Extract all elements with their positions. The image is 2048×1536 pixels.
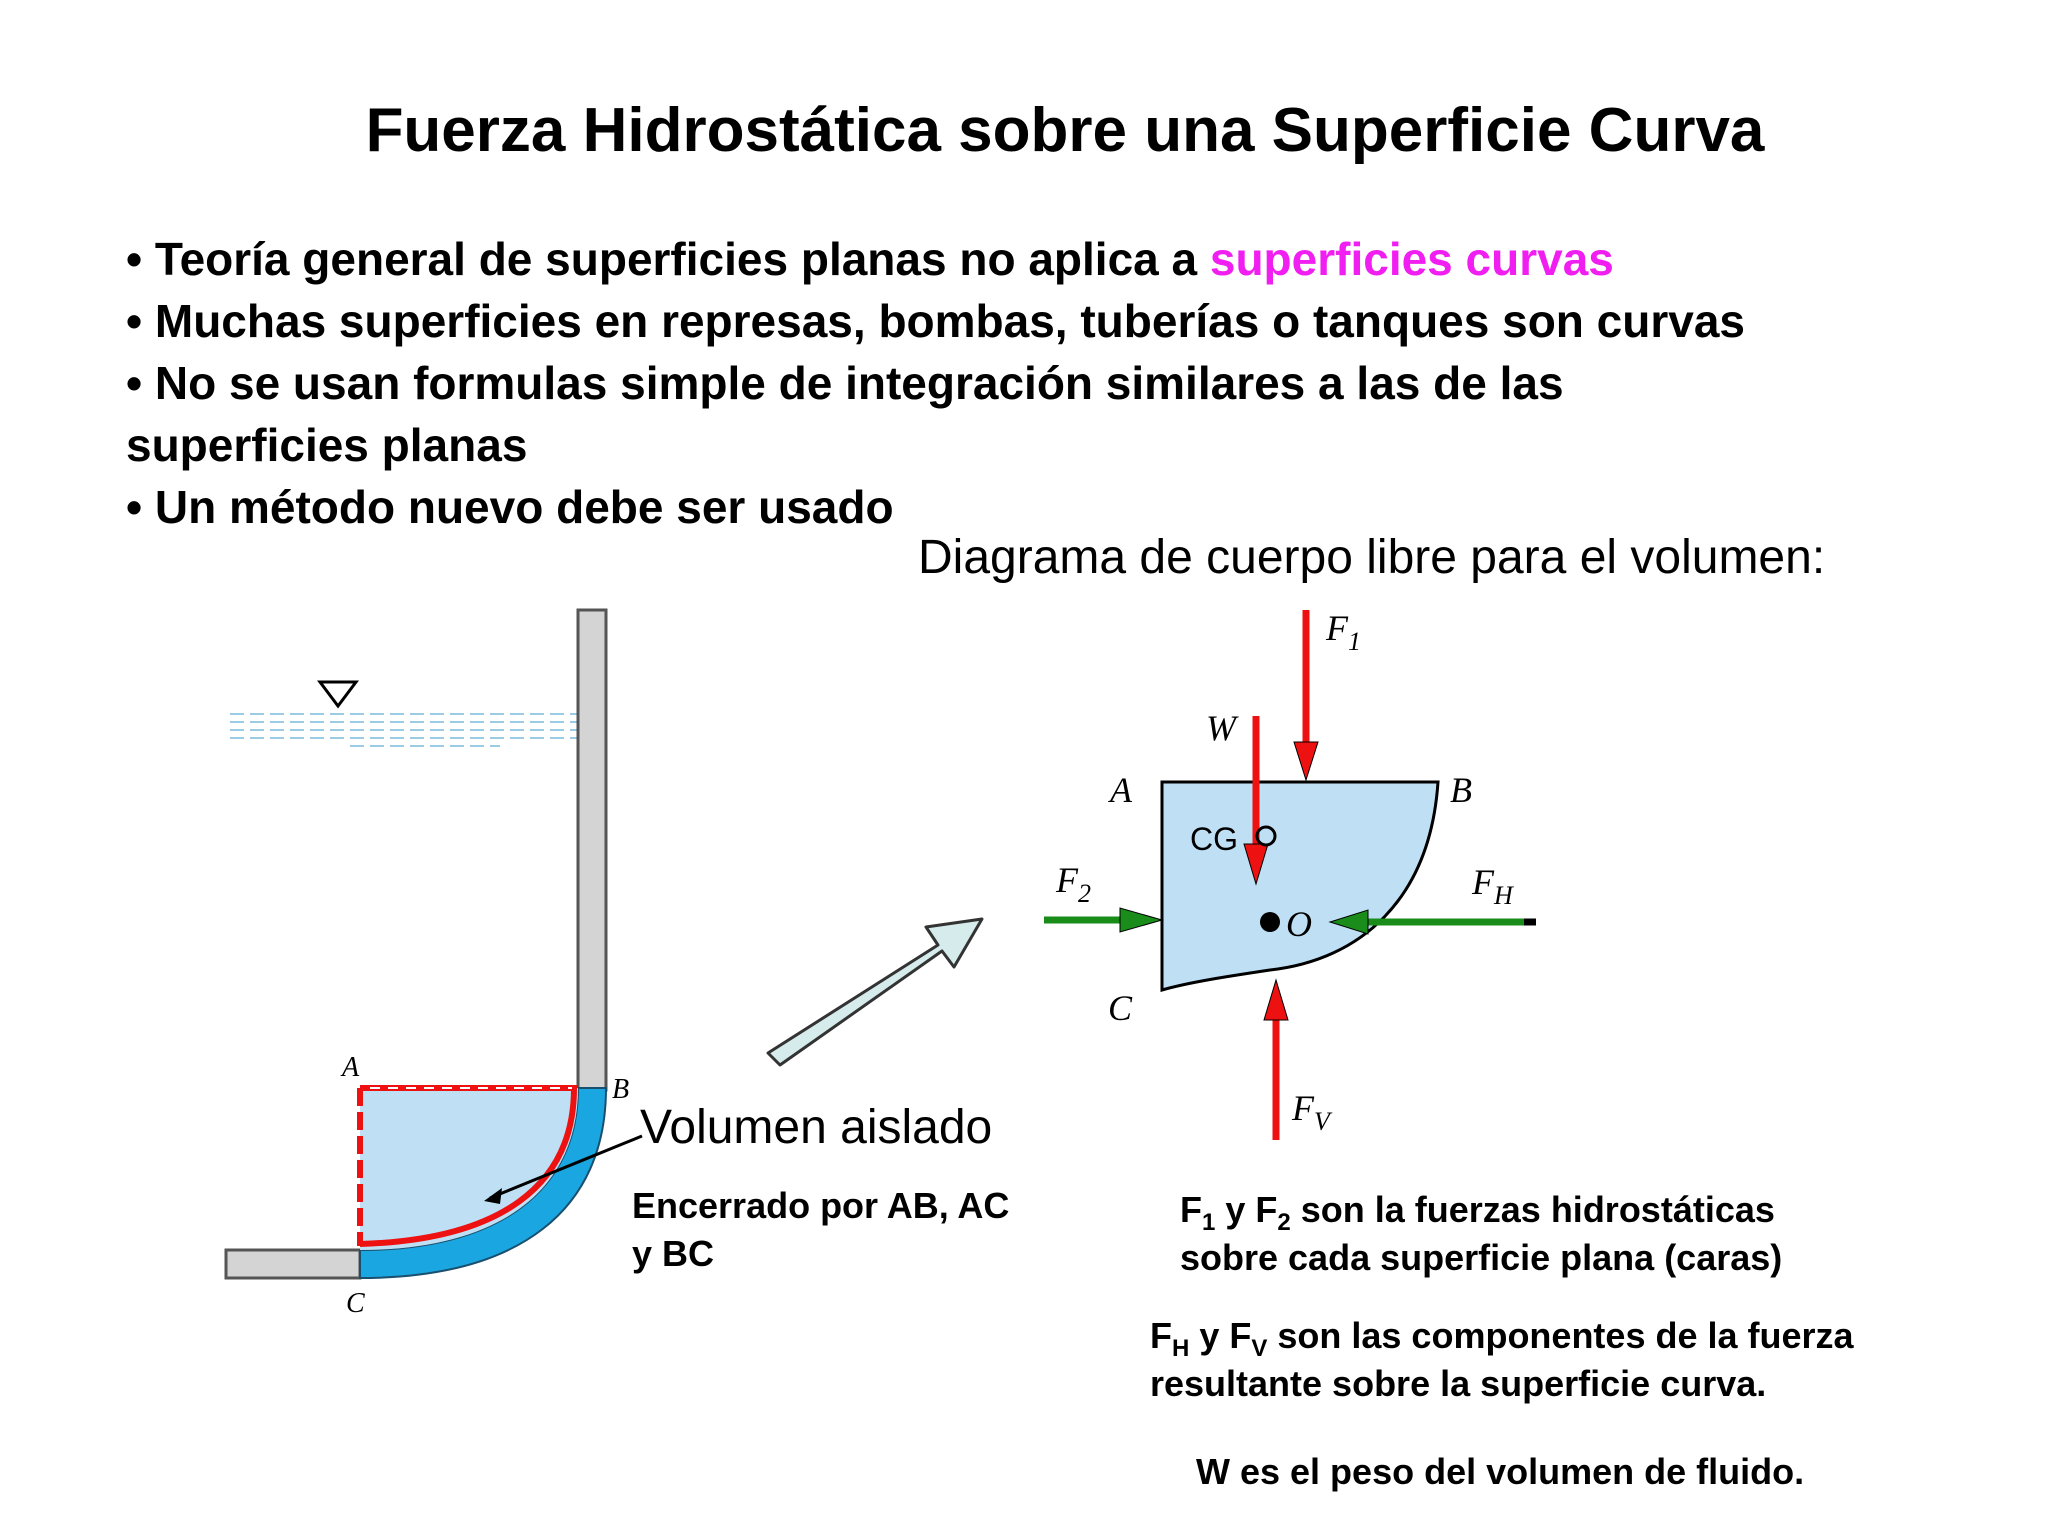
fbd-label-fv: $F_V$ bbox=[1292, 1088, 1330, 1136]
bullet-item: • Muchas superficies en represas, bombas, tuberías o tanques son curvas bbox=[126, 295, 1746, 347]
bullet-text: • Teoría general de superficies planas no aplica a bbox=[126, 233, 1210, 285]
label-c: C bbox=[346, 1288, 365, 1319]
fbd-label-c: C bbox=[1108, 988, 1133, 1028]
note-line: resultante sobre la superficie curva. bbox=[1150, 1363, 1767, 1404]
force-fh-arrow bbox=[1330, 910, 1536, 934]
free-body-diagram bbox=[1030, 600, 1550, 1160]
fbd-title: Diagrama de cuerpo libre para el volumen: bbox=[918, 531, 1826, 584]
bullet-item: • Un método nuevo debe ser usado bbox=[126, 481, 894, 533]
note-fh-fv bbox=[1150, 1312, 2030, 1408]
force-f2-arrow bbox=[1044, 908, 1162, 932]
volume-label: Volumen aislado bbox=[640, 1101, 993, 1154]
force-f1-arrow bbox=[1294, 610, 1318, 780]
fbd-label-f2: $F_2$ bbox=[1056, 860, 1091, 908]
bullet-item: superficies planas bbox=[126, 419, 528, 471]
fbd-label-w: W bbox=[1206, 708, 1236, 748]
fbd-label-o: O bbox=[1286, 904, 1312, 944]
fbd-label-b: B bbox=[1450, 770, 1472, 810]
fbd-volume bbox=[1162, 782, 1438, 990]
label-b: B bbox=[612, 1074, 630, 1105]
fbd-label-f1: $F_1$ bbox=[1326, 608, 1361, 656]
note-f1-f2 bbox=[1180, 1186, 2040, 1282]
tank-diagram bbox=[200, 590, 700, 1350]
note-line: $F_H$ y $F_V$ son las componentes de la fuerza bbox=[1150, 1315, 1854, 1362]
page-title: Fuerza Hidrostática sobre una Superficie Curva bbox=[365, 96, 1765, 165]
fbd-label-cg: CG bbox=[1190, 821, 1238, 857]
fbd-label-fh: $F_H$ bbox=[1472, 862, 1513, 910]
bullet-item bbox=[126, 228, 1976, 290]
free-surface-triangle-icon bbox=[320, 682, 356, 706]
highlight-text: superficies curvas bbox=[1209, 233, 1614, 285]
note-weight: W es el peso del volumen de fluido. bbox=[1196, 1451, 1805, 1492]
transition-arrow-icon bbox=[750, 905, 1000, 1075]
label-a: A bbox=[342, 1052, 360, 1083]
note-line: sobre cada superficie plana (caras) bbox=[1180, 1237, 1783, 1278]
free-surface bbox=[230, 714, 578, 746]
enclosed-note bbox=[632, 1182, 1072, 1278]
note-line: $F_1$ y $F_2$ son la fuerzas hidrostáticas bbox=[1180, 1189, 1775, 1236]
force-fv-arrow bbox=[1264, 980, 1288, 1140]
enclosed-note-line: y BC bbox=[632, 1233, 715, 1274]
point-o-icon bbox=[1260, 912, 1280, 932]
bullet-list bbox=[126, 228, 1976, 538]
horizontal-floor bbox=[226, 1250, 360, 1278]
bullet-item: • No se usan formulas simple de integración similares a las de las bbox=[126, 357, 1564, 409]
fbd-label-a: A bbox=[1110, 770, 1132, 810]
vertical-wall bbox=[578, 610, 606, 1090]
enclosed-note-line: Encerrado por AB, AC bbox=[632, 1185, 1010, 1226]
